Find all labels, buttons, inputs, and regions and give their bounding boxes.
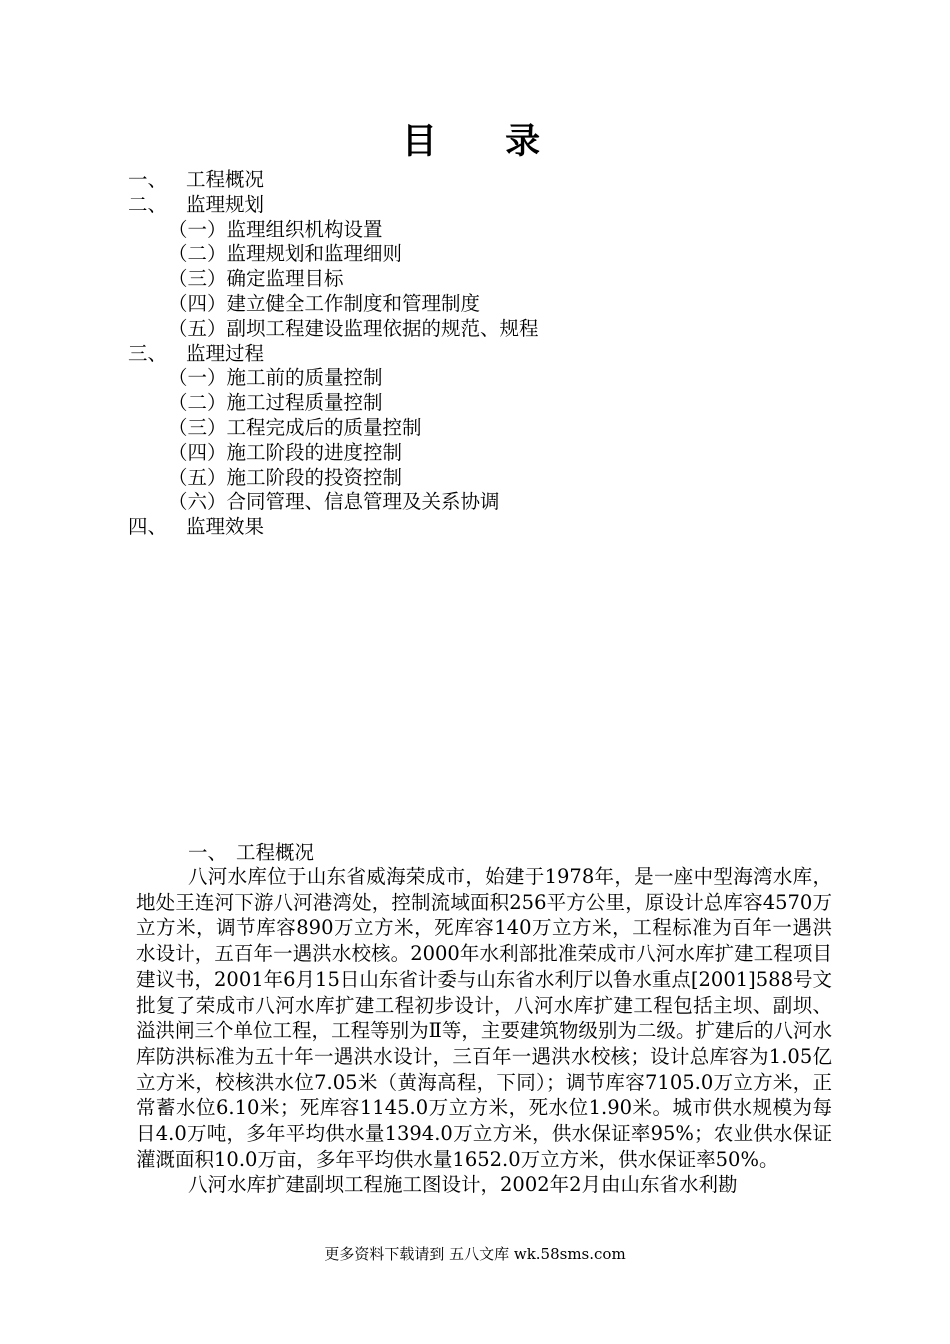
section-number: 一、 — [188, 841, 228, 864]
toc-subitem — [128, 466, 828, 491]
section-heading — [188, 840, 314, 866]
table-of-contents — [128, 168, 828, 540]
page-footer: 更多资料下载请到 五八文库 wk.58sms.com — [324, 1245, 626, 1263]
toc-subitem — [128, 366, 828, 391]
section-title: 工程概况 — [236, 841, 315, 864]
toc-item-label: （二）监理规划和监理细则 — [168, 242, 403, 266]
toc-item-label: 监理过程 — [186, 341, 265, 365]
toc-subitem — [128, 292, 828, 317]
toc-subitem — [128, 391, 828, 416]
toc-item-label: 工程概况 — [186, 168, 265, 191]
toc-subitem — [128, 267, 828, 292]
toc-item — [128, 342, 828, 367]
toc-subitem — [128, 317, 828, 342]
toc-item-label: （五）施工阶段的投资控制 — [168, 465, 403, 489]
toc-item-label: （一）监理组织机构设置 — [168, 217, 383, 241]
toc-item — [128, 193, 828, 218]
toc-item-number: 三、 — [128, 341, 168, 365]
toc-item-label: 监理效果 — [186, 515, 265, 539]
toc-item-label: （一）施工前的质量控制 — [168, 366, 383, 390]
toc-item-label: （四）施工阶段的进度控制 — [168, 440, 403, 464]
toc-item-label: （三）确定监理目标 — [168, 267, 344, 291]
toc-item — [128, 168, 828, 193]
toc-subitem — [128, 416, 828, 441]
toc-item-label: （二）施工过程质量控制 — [168, 391, 383, 415]
toc-item-label: （四）建立健全工作制度和管理制度 — [168, 291, 481, 315]
toc-item-number: 一、 — [128, 168, 168, 191]
body-paragraph: 八河水库扩建副坝工程施工图设计，2002年2月由山东省水利勘 — [188, 1173, 738, 1197]
toc-item-number: 四、 — [128, 515, 168, 539]
toc-item-label: （三）工程完成后的质量控制 — [168, 415, 422, 439]
toc-item-number: 二、 — [128, 192, 168, 216]
toc-title: 目 录 — [401, 121, 569, 162]
toc-item-label: （五）副坝工程建设监理依据的规范、规程 — [168, 316, 539, 340]
toc-subitem — [128, 490, 828, 515]
toc-item-label: 监理规划 — [186, 192, 265, 216]
toc-subitem — [128, 218, 828, 243]
toc-subitem — [128, 242, 828, 267]
toc-item-label: （六）合同管理、信息管理及关系协调 — [168, 490, 500, 514]
toc-subitem — [128, 441, 828, 466]
toc-item — [128, 515, 828, 540]
section-body — [136, 864, 832, 1198]
body-paragraph: 八河水库位于山东省威海荣成市，始建于1978年，是一座中型海湾水库，地处王连河下游八河港湾处，控制流域面积256平方公里，原设计总库容4570万立方米，调节库容890万立方米，死库容140万立方米，工程标准为百年一遇洪水设计，五百年一遇洪水校核。2000年水利部批准荣成市八河水库扩建工程项目建议书，2001年6月15日山东省计委与山东省水利厅以鲁水重点[2001]588号文批复了荣成市八河水库扩建工程初步设计，八河水库扩建工程包括主坝、副坝、溢洪闸三个单位工程，工程等别为Ⅱ等，主要建筑物级别为二级。扩建后的八河水库防洪标准为五十年一遇洪水设计，三百年一遇洪水校核；设计总库容为1.05亿立方米，校核洪水位7.05米（黄海高程，下同）；调节库容7105.0万立方米，正常蓄水位6.10米；死库容1145.0万立方米，死水位1.90米。城市供水规模为每日4.0万吨，多年平均供水量1394.0万立方米，供水保证率95%；农业供水保证灌溉面积10.0万亩，多年平均供水量1652.0万立方米，供水保证率50%。 — [136, 865, 832, 1171]
